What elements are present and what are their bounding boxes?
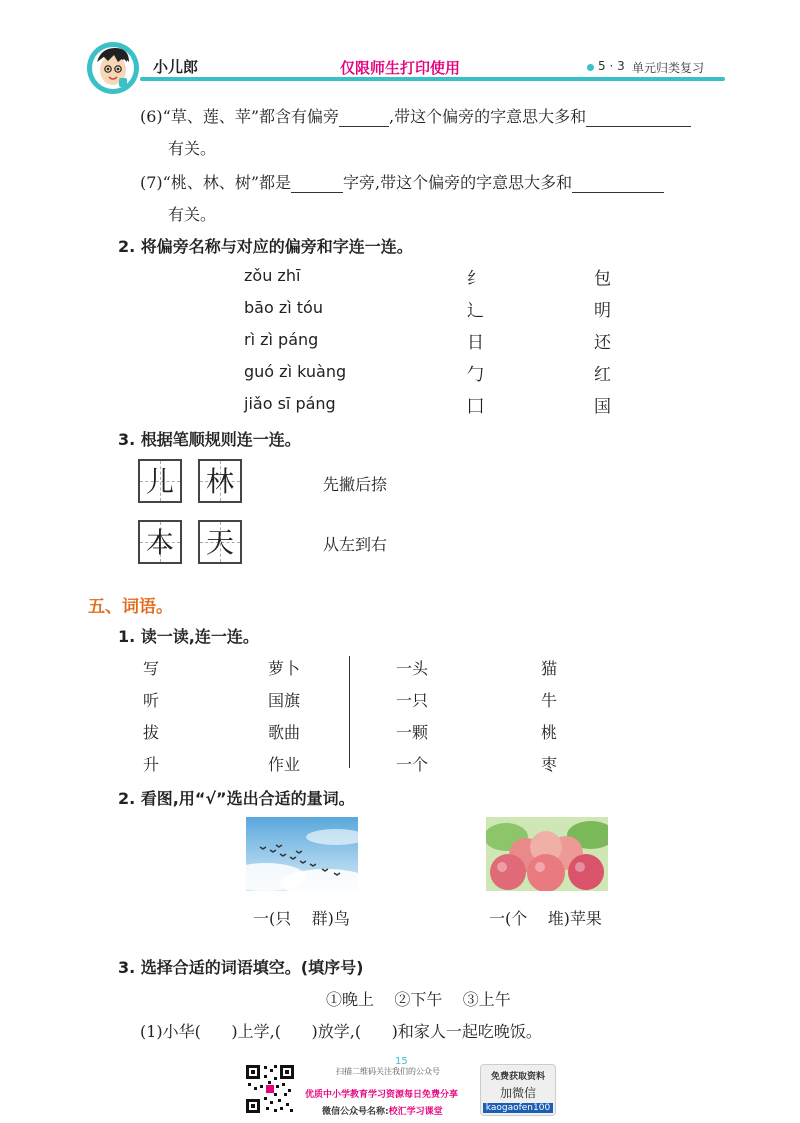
char-grid[interactable]: 天: [198, 520, 242, 564]
question-7: (7)“桃、林、树”都是 字旁,带这个偏旁的字意思大多和: [140, 170, 664, 193]
account-line: 微信公众号名称:校汇学习课堂: [322, 1107, 443, 1117]
blank-field[interactable]: [291, 175, 343, 193]
blank-field[interactable]: [586, 109, 691, 127]
word-item[interactable]: 听: [143, 691, 160, 710]
char-column: [594, 264, 611, 424]
word-item[interactable]: 国旗: [268, 691, 301, 710]
qr-code[interactable]: [244, 1063, 296, 1115]
measure-column: [396, 656, 428, 784]
word-item[interactable]: 萝卜: [268, 659, 301, 678]
page-number: 15: [395, 1056, 408, 1067]
word-item[interactable]: 歌曲: [268, 723, 301, 742]
apples-image: [486, 817, 608, 891]
unit-title: 单元归类复习: [632, 61, 705, 75]
add-wechat-label: 加微信: [499, 1086, 536, 1100]
pinyin-item: zǒu zhī: [244, 266, 301, 285]
promo-text: 优质中小学教育学习资源每日免费分享: [305, 1090, 459, 1100]
word-item[interactable]: 枣: [541, 755, 558, 774]
pinyin-column: [244, 266, 346, 426]
fill-sentence[interactable]: (1)小华( )上学,( )放学,( )和家人一起吃晚饭。: [140, 1022, 542, 1041]
word-item[interactable]: 写: [143, 659, 160, 678]
question-3-title: 3. 根据笔顺规则连一连。: [118, 430, 301, 449]
radical-item[interactable]: 纟: [467, 269, 484, 289]
word-item[interactable]: 猫: [541, 659, 558, 678]
pinyin-item: rì zì páng: [244, 330, 319, 349]
noun-column: [268, 656, 300, 784]
s5-question-2-title: 2. 看图,用“√”选出合适的量词。: [118, 789, 355, 808]
picture-caption[interactable]: 一(个 堆)苹果: [489, 909, 602, 928]
section-title: 五、词语。: [88, 597, 173, 617]
birds-image: [246, 817, 358, 891]
header: [0, 0, 800, 90]
s5-question-1-title: 1. 读一读,连一连。: [118, 627, 259, 646]
word-item[interactable]: 拔: [143, 723, 160, 742]
question-2-title: 2. 将偏旁名称与对应的偏旁和字连一连。: [118, 237, 413, 256]
char-item[interactable]: 还: [594, 333, 611, 353]
wechat-id: kaogaofen100: [483, 1103, 553, 1113]
question-6: (6)“草、莲、苹”都含有偏旁 ,带这个偏旁的字意思大多和: [140, 104, 691, 127]
radical-column: [467, 264, 484, 424]
wechat-box[interactable]: [480, 1064, 556, 1116]
char-grid[interactable]: 儿: [138, 459, 182, 503]
options-line: ①晚上 ②下午 ③上午: [326, 990, 511, 1009]
word-item[interactable]: 作业: [268, 755, 301, 774]
char-item[interactable]: 包: [594, 269, 611, 289]
print-notice: 仅限师生打印使用: [340, 59, 461, 77]
radical-item[interactable]: 勹: [467, 365, 484, 385]
dot-icon: [587, 64, 594, 71]
word-item[interactable]: 桃: [541, 723, 558, 742]
scan-hint: 扫描二维码关注我们的公众号: [336, 1067, 440, 1076]
divider: [349, 656, 350, 768]
word-item[interactable]: 牛: [541, 691, 558, 710]
blank-field[interactable]: [339, 109, 389, 127]
pinyin-item: bāo zì tóu: [244, 298, 323, 317]
char-item[interactable]: 明: [594, 301, 611, 321]
question-6-end: 有关。: [168, 139, 217, 158]
s5-question-3-title: 3. 选择合适的词语填空。(填序号): [118, 958, 364, 977]
verb-column: [143, 656, 159, 784]
picture-caption[interactable]: 一(只 群)鸟: [253, 909, 350, 928]
word-item[interactable]: 一个: [396, 755, 429, 774]
char-grid[interactable]: 本: [138, 520, 182, 564]
word-item[interactable]: 升: [143, 755, 160, 774]
stroke-rule[interactable]: 先撇后捺: [323, 475, 388, 494]
unit-prefix: 5 · 3: [598, 59, 625, 73]
char-item[interactable]: 国: [594, 397, 611, 417]
mascot-icon: [85, 40, 141, 96]
object-column: [541, 656, 557, 784]
word-item[interactable]: 一只: [396, 691, 429, 710]
stroke-rule[interactable]: 从左到右: [323, 535, 388, 554]
radical-item[interactable]: 囗: [467, 397, 484, 417]
brand-name: 小儿郎: [153, 58, 199, 76]
word-item[interactable]: 一头: [396, 659, 429, 678]
word-item[interactable]: 一颗: [396, 723, 429, 742]
pinyin-item: guó zì kuàng: [244, 362, 347, 381]
blank-field[interactable]: [572, 175, 664, 193]
radical-item[interactable]: 日: [467, 333, 484, 353]
char-grid[interactable]: 林: [198, 459, 242, 503]
free-label: 免费获取资料: [490, 1072, 545, 1082]
pinyin-item: jiǎo sī páng: [244, 394, 336, 413]
question-7-end: 有关。: [168, 205, 217, 224]
radical-item[interactable]: 辶: [467, 301, 484, 321]
char-item[interactable]: 红: [594, 365, 611, 385]
